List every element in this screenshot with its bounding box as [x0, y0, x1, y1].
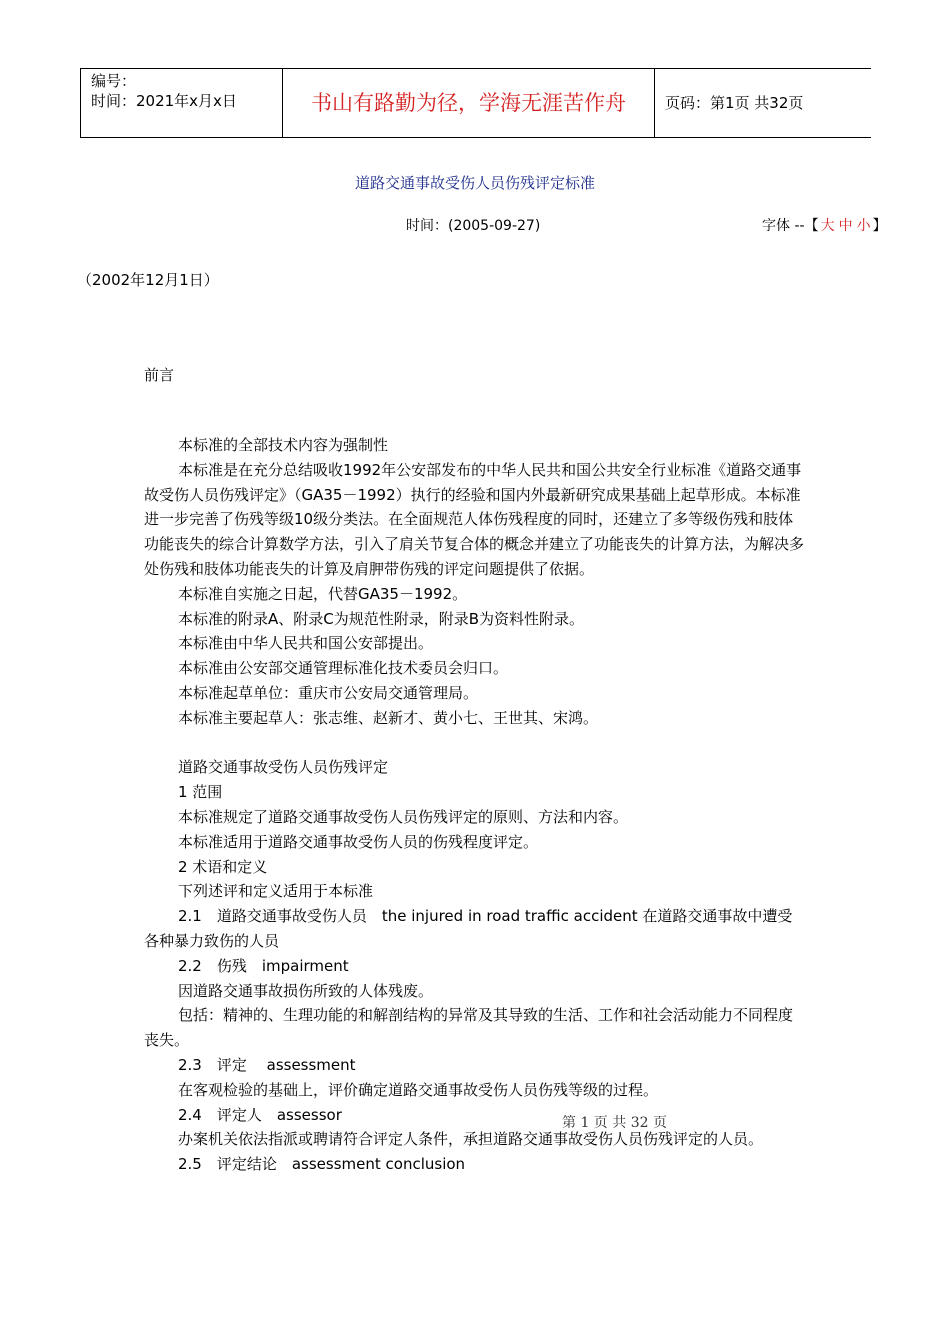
preface-heading: 前言 [144, 366, 175, 384]
font-medium-link[interactable]: 中 [838, 218, 853, 234]
font-size-selector [762, 215, 887, 235]
header-table [80, 68, 871, 138]
font-size-suffix: 】 [872, 218, 887, 234]
paragraph: 本标准的附录A、附录C为规范性附录，附录B为资料性附录。 [178, 609, 585, 628]
paragraph: 本标准由公安部交通管理标准化技术委员会归口。 [178, 659, 509, 678]
document-time: 时间：2021年x月x日 [91, 92, 237, 110]
document-title: 道路交通事故受伤人员伤残评定标准 [354, 174, 595, 192]
standard-date: （2002年12月1日） [77, 271, 219, 289]
paragraph: 本标准自实施之日起，代替GA35－1992。 [178, 584, 468, 603]
paragraph: 本标准由中华人民共和国公安部提出。 [178, 634, 434, 653]
paragraph: 下列述评和定义适用于本标准 [178, 882, 374, 901]
definition-item: 2.1 道路交通事故受伤人员 the injured in road traffic accident 在道路交通事故中遭受各种暴力致伤的人员 [144, 907, 793, 950]
paragraph: 因道路交通事故损伤所致的人体残废。 [178, 981, 434, 1000]
paragraph: 在客观检验的基础上，评价确定道路交通事故受伤人员伤残等级的过程。 [178, 1080, 659, 1099]
paragraph: 本标准适用于道路交通事故受伤人员的伤残程度评定。 [178, 832, 539, 851]
publish-time: 时间：(2005-09-27) [406, 218, 541, 234]
paragraph: 本标准规定了道路交通事故受伤人员伤残评定的原则、方法和内容。 [178, 807, 629, 826]
font-size-prefix: 字体 --【 [762, 218, 819, 234]
page-footer: 第 1 页 共 32 页 [562, 1115, 667, 1131]
definition-item: 2.2 伤残 impairment [178, 956, 349, 975]
definition-item: 2.4 评定人 assessor [178, 1105, 342, 1124]
definition-item: 2.3 评定 assessment [178, 1055, 356, 1074]
paragraph: 办案机关依法指派或聘请符合评定人条件，承担道路交通事故受伤人员伤残评定的人员。 [178, 1130, 764, 1149]
section-heading: 1 范围 [178, 783, 223, 802]
motto: 书山有路勤为径，学海无涯苦作舟 [283, 69, 655, 137]
header-left-cell [81, 69, 283, 137]
paragraph: 本标准主要起草人：张志维、赵新才、黄小七、王世其、宋鸿。 [178, 708, 599, 727]
body-text [144, 433, 804, 1177]
paragraph: 包括：精神的、生理功能的和解剖结构的异常及其导致的生活、工作和社会活动能力不同程度丧失。 [144, 1006, 794, 1050]
font-large-link[interactable]: 大 [820, 218, 835, 234]
font-small-link[interactable]: 小 [856, 218, 871, 234]
definition-item: 2.5 评定结论 assessment conclusion [178, 1155, 466, 1174]
paragraph: 本标准的全部技术内容为强制性 [178, 436, 389, 454]
document-number: 编号： [91, 72, 137, 90]
section-heading: 2 术语和定义 [178, 857, 268, 876]
section-title: 道路交通事故受伤人员伤残评定 [178, 758, 389, 777]
paragraph: 本标准起草单位：重庆市公安局交通管理局。 [178, 683, 479, 702]
paragraph: 本标准是在充分总结吸收1992年公安部发布的中华人民共和国公共安全行业标准《道路交通事故受伤人员伤残评定》（GA35－1992）执行的经验和国内外最新研究成果基础上起草形成。本标准进一步完善了伤残等级10级分类法。在全面规范人体伤残程度的同时，还建立了多等级伤残和肢体功能丧失的综合计算数学方法，引入了肩关节复合体的概念并建立了功能丧失的计算方法，为解决多处伤残和肢体功能丧失的计算及肩胛带伤残的评定问题提供了依据。 [144, 460, 805, 578]
page-indicator: 页码：第1页 共32页 [665, 94, 804, 112]
